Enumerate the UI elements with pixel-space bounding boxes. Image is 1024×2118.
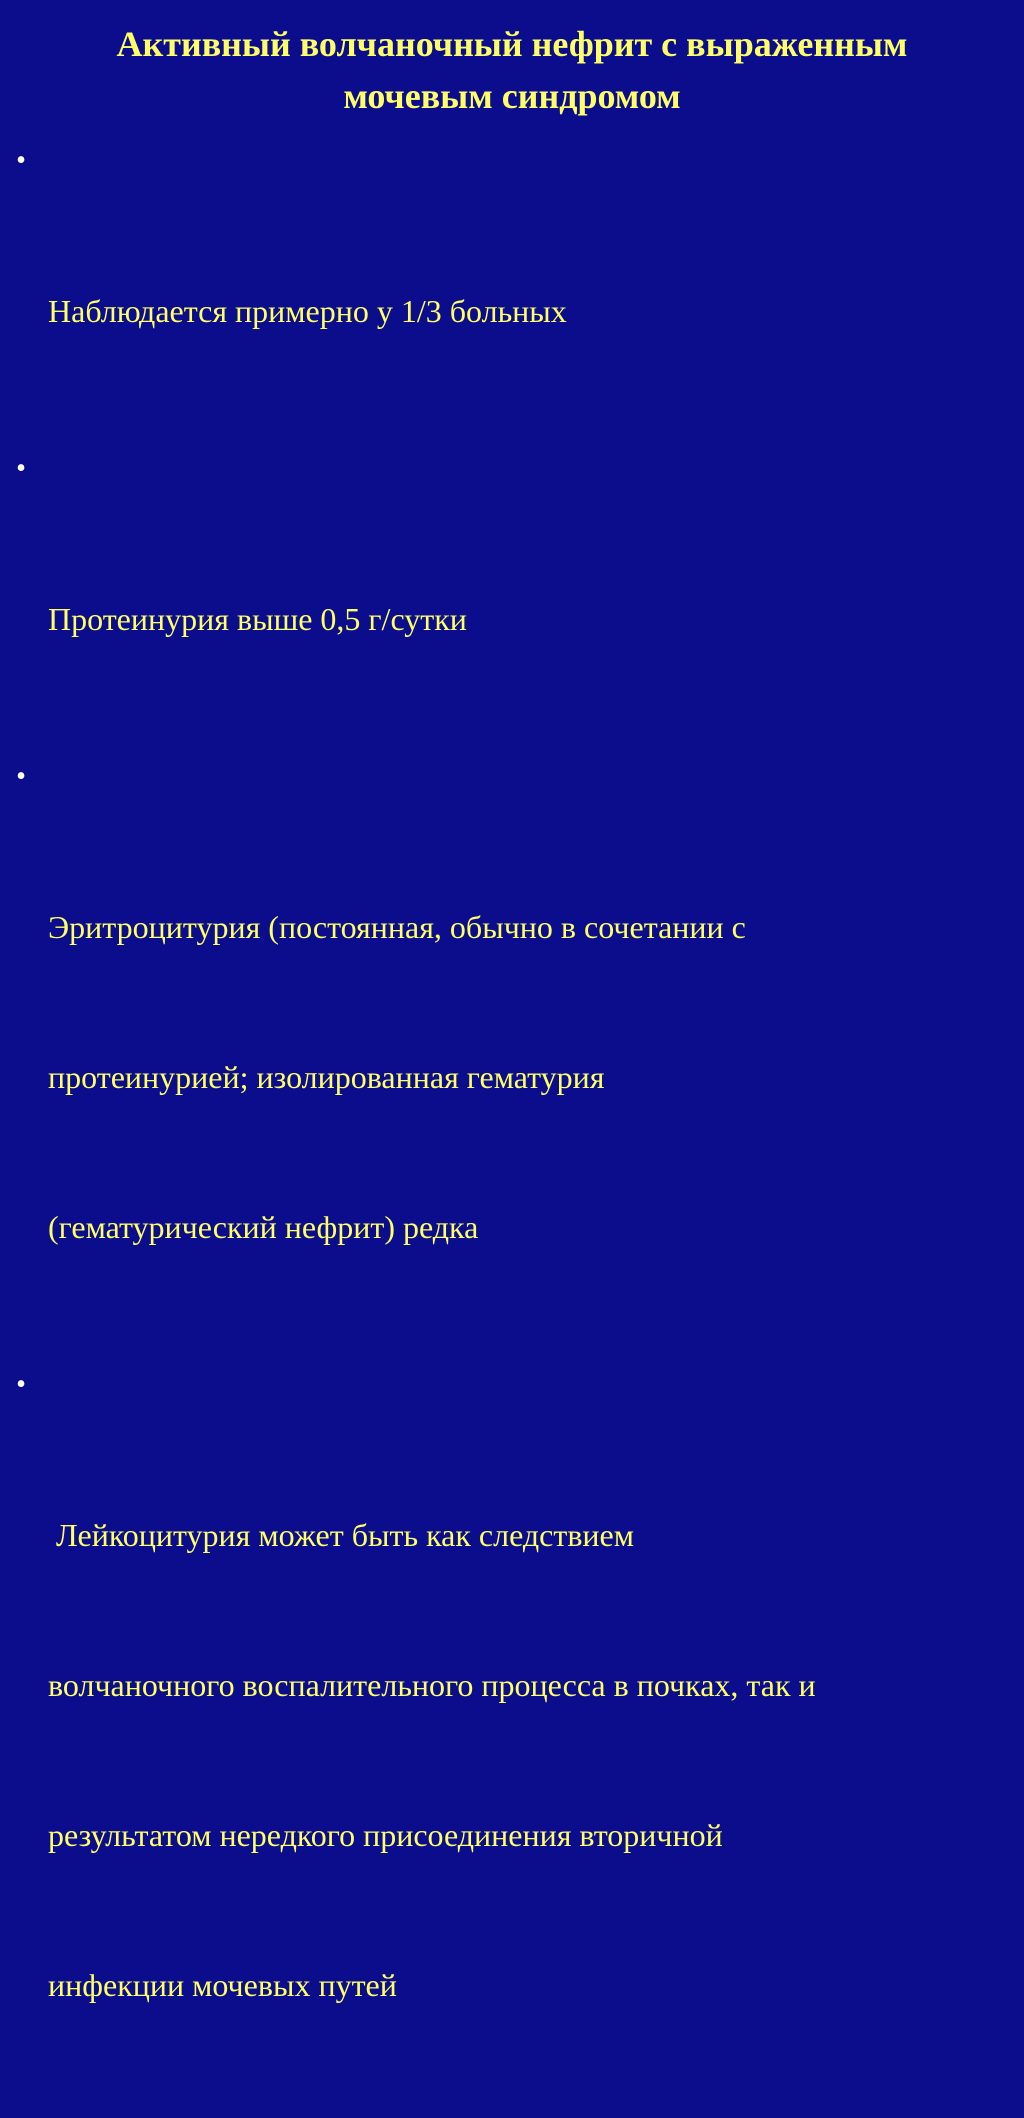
- bullet-4-line-3: результатом нередкого присоединения вторичной: [48, 1817, 723, 1853]
- bullet-3-line-3: (гематурический нефрит) редка: [48, 1209, 479, 1245]
- bullet-3-line-2: протеинурией; изолированная гематурия: [48, 1059, 605, 1095]
- bullet-4-line-1: Лейкоцитурия может быть как следствием: [48, 1517, 634, 1553]
- bullet-item-2: [10, 444, 1010, 744]
- bullet-3-line-1: Эритроцитурия (постоянная, обычно в сочетании с: [48, 909, 746, 945]
- title-line-2: мочевым синдромом: [343, 76, 681, 116]
- bullet-marker: •: [16, 1369, 26, 1400]
- bullet-4-line-2: волчаночного воспалительного процесса в почках, так и: [48, 1667, 816, 1703]
- title-line-1: Активный волчаночный нефрит с выраженным: [116, 24, 908, 64]
- slide-title: [0, 18, 1024, 122]
- bullet-item-4: [10, 1360, 1010, 2110]
- bullet-item-1: [10, 136, 1010, 436]
- bullet-list: [10, 136, 1010, 2118]
- bullet-marker: •: [16, 145, 26, 176]
- bullet-1-line-1: Наблюдается примерно у 1/3 больных: [48, 293, 567, 329]
- bullet-2-line-1: Протеинурия выше 0,5 г/сутки: [48, 601, 467, 637]
- bullet-marker: •: [16, 453, 26, 484]
- bullet-4-line-4: инфекции мочевых путей: [48, 1967, 397, 2003]
- bullet-marker: •: [16, 761, 26, 792]
- bullet-item-3: [10, 752, 1010, 1352]
